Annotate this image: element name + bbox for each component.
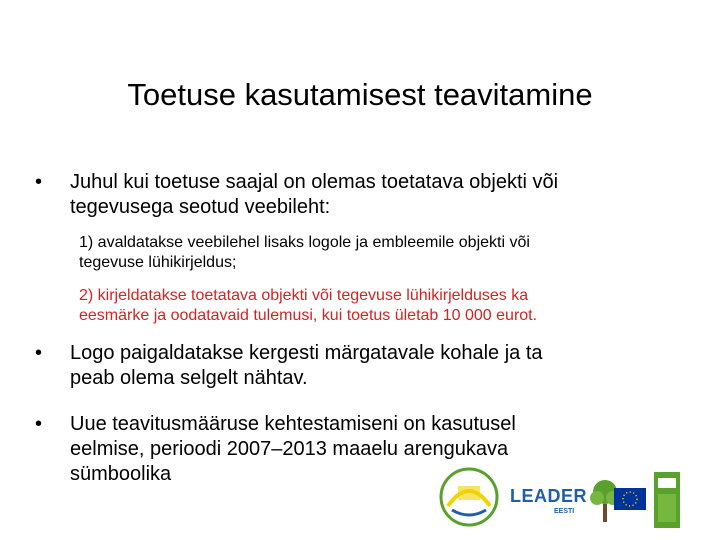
subitem-2-line-1: 2) kirjeldatakse toetatava objekti või tegevuse lühikirjelduses ka <box>79 287 529 304</box>
bullet-marker: • <box>35 342 43 364</box>
arc-emblem-icon <box>438 466 500 528</box>
bullet-2 <box>35 341 675 391</box>
leader-wordmark: LEADER <box>510 486 588 506</box>
bullet-3-line-2: eelmise, perioodi 2007–2013 maaelu arengukava <box>70 438 509 460</box>
bullet-2-line-2: peab olema selgelt nähtav. <box>70 367 308 389</box>
subitem-2-line-2: eesmärke ja oodatavaid tulemusi, kui toetus ületab 10 000 eurot. <box>79 307 538 324</box>
bullet-3-line-1: Uue teavitusmääruse kehtestamiseni on kasutusel <box>70 413 516 435</box>
eu-flag-icon <box>614 488 646 510</box>
subitem-1-line-1: 1) avaldatakse veebilehel lisaks logole ja embleemile objekti või <box>79 234 530 251</box>
subitem-1-line-2: tegevuse lühikirjeldus; <box>79 254 237 271</box>
leader-country: EESTI <box>554 508 575 515</box>
bullet-1-line-2: tegevusega seotud veebileht: <box>70 196 331 218</box>
logo-strip <box>438 466 710 530</box>
vertical-emblem-icon <box>654 472 680 528</box>
bullet-marker: • <box>35 413 43 435</box>
page-title: Toetuse kasutamisest teavitamine <box>127 77 593 112</box>
bullet-1 <box>35 170 675 220</box>
subitem-1 <box>79 233 679 273</box>
bullet-2-line-1: Logo paigaldatakse kergesti märgatavale kohale ja ta <box>70 342 543 364</box>
leader-logo <box>510 486 586 522</box>
subitem-2 <box>79 286 679 326</box>
bullet-3-line-3: sümboolika <box>70 463 172 485</box>
bullet-1-line-1: Juhul kui toetuse saajal on olemas toetatava objekti või <box>70 171 559 193</box>
bullet-marker: • <box>35 171 43 193</box>
